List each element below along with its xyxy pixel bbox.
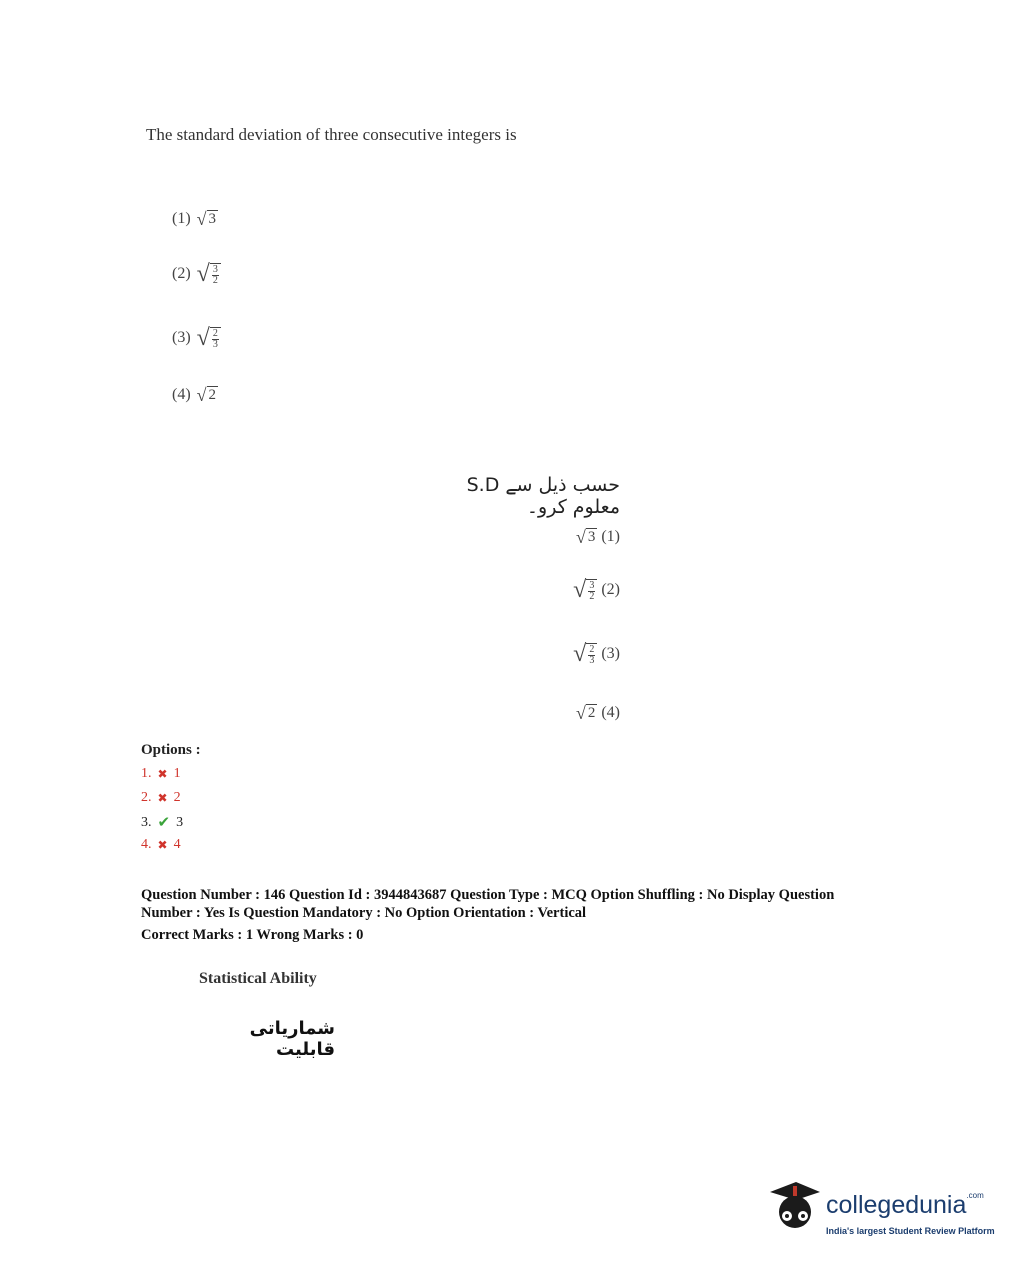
option-value: 3 — [176, 814, 184, 830]
section-title-urdu: شماریاتی قابلیت — [249, 1018, 335, 1060]
option-value: 4 — [173, 837, 181, 852]
denominator: 2 — [589, 590, 595, 602]
options-label: Options : — [141, 742, 201, 758]
radicand: 3 — [208, 211, 217, 228]
denominator: 2 — [212, 274, 218, 286]
radicand: 2 — [587, 705, 596, 722]
option-number: (4) — [172, 386, 191, 403]
collegedunia-mascot-icon — [766, 1178, 824, 1240]
brand-tagline: India's largest Student Review Platform — [826, 1226, 995, 1236]
meta-line-1: Question Number : 146 Question Id : 3944843687 Question Type : MCQ Option Shuffling : No Display Question — [141, 887, 835, 903]
numerator: 2 — [589, 643, 595, 655]
option-number: (3) — [601, 645, 620, 662]
meta-line-3: Correct Marks : 1 Wrong Marks : 0 — [141, 927, 364, 943]
option-number: (3) — [172, 329, 191, 346]
option-number: (1) — [172, 210, 191, 227]
answer-option-4 — [141, 837, 181, 853]
brand-suffix: .com — [966, 1191, 984, 1200]
option-number: (4) — [601, 704, 620, 721]
cross-icon: ✖ — [157, 837, 168, 852]
meta-line-2: Number : Yes Is Question Mandatory : No Option Orientation : Vertical — [141, 905, 587, 921]
numerator: 3 — [589, 579, 595, 591]
option-1 — [172, 210, 218, 228]
sqrt-fraction: √ $\frac{3}{2}$ — [573, 578, 597, 602]
sqrt-expression: √ 3 — [575, 527, 596, 547]
sqrt-expression: √ 2 — [196, 385, 217, 405]
option-value: 1 — [173, 766, 181, 781]
urdu-option-3 — [540, 642, 620, 666]
cross-icon: ✖ — [157, 766, 168, 781]
brand-name: collegedunia$^{.com}$ — [826, 1191, 984, 1219]
sqrt-fraction: √ $\frac{2}{3}$ — [197, 326, 221, 350]
option-index: 4. — [141, 837, 152, 852]
option-value: 2 — [173, 790, 181, 805]
option-index: 2. — [141, 790, 152, 805]
sqrt-expression: √ 3 — [196, 209, 217, 229]
option-2 — [172, 262, 221, 286]
option-3 — [172, 326, 221, 350]
urdu-option-1 — [540, 528, 620, 546]
numerator: 2 — [212, 327, 218, 339]
answer-option-1 — [141, 766, 181, 782]
denominator: 3 — [589, 654, 595, 666]
check-icon: ✔ — [157, 815, 171, 831]
urdu-question-text: حسب ذیل سے S.D معلوم کرو۔ — [466, 474, 620, 518]
option-number: (2) — [172, 265, 191, 282]
option-index: 1. — [141, 766, 152, 781]
denominator: 3 — [212, 338, 218, 350]
radicand: 3 — [587, 529, 596, 546]
urdu-option-2 — [540, 578, 620, 602]
urdu-option-4 — [540, 704, 620, 722]
sqrt-fraction: √ $\frac{2}{3}$ — [573, 642, 597, 666]
option-number: (2) — [601, 581, 620, 598]
sqrt-fraction: √ $\frac{3}{2}$ — [197, 262, 221, 286]
answer-option-3 — [141, 813, 183, 832]
option-index: 3. — [141, 814, 152, 830]
numerator: 3 — [212, 263, 218, 275]
section-title: Statistical Ability — [199, 970, 317, 987]
question-meta — [141, 886, 921, 944]
radicand: 2 — [208, 387, 217, 404]
option-number: (1) — [601, 528, 620, 545]
question-text: The standard deviation of three consecutive integers is — [146, 125, 517, 144]
sqrt-expression: √ 2 — [575, 703, 596, 723]
cross-icon: ✖ — [157, 790, 168, 805]
answer-option-2 — [141, 790, 181, 806]
option-4 — [172, 386, 218, 404]
